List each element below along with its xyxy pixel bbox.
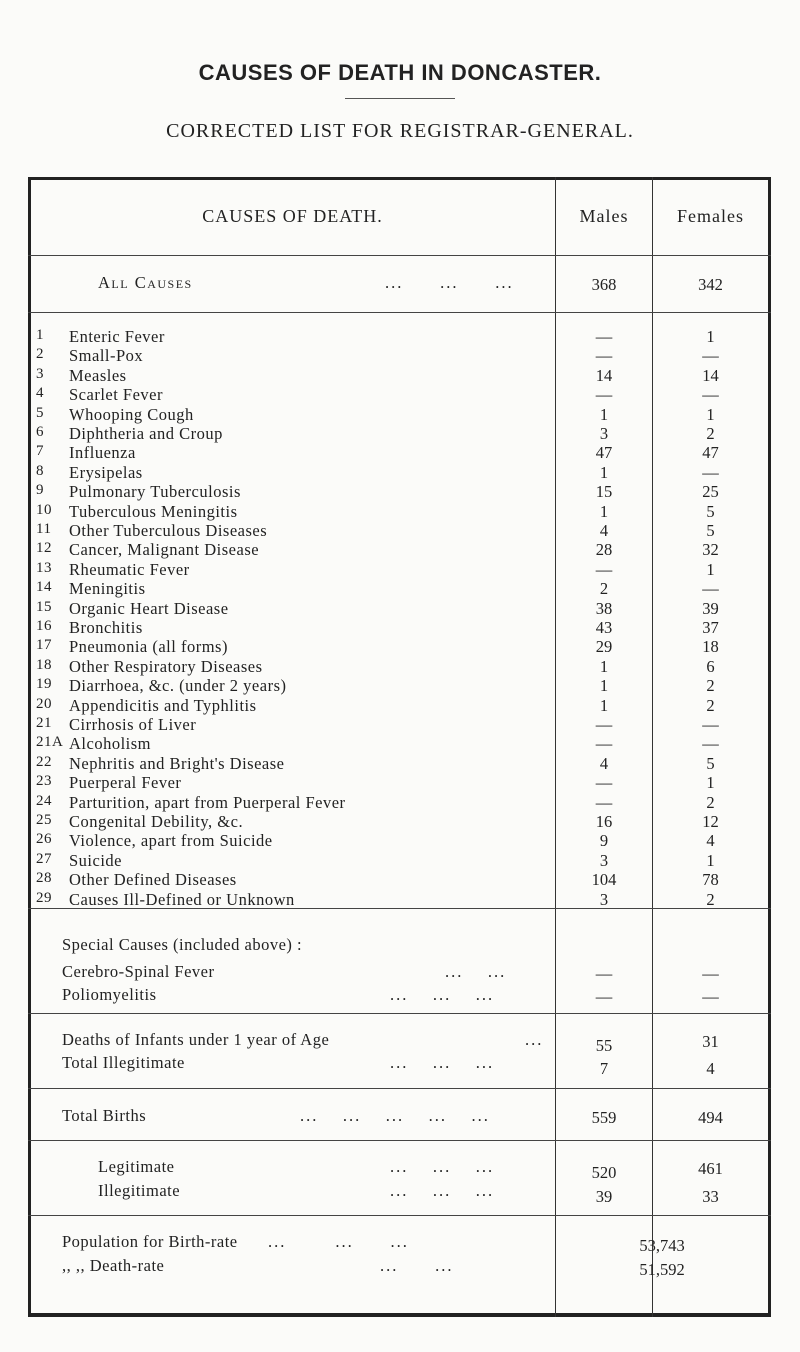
cause-name: Organic Heart Disease <box>69 598 229 618</box>
cause-number: 16 <box>36 618 52 634</box>
cause-number: 13 <box>36 559 52 576</box>
cause-females: 25 <box>702 482 719 502</box>
cause-name: Measles <box>69 365 127 385</box>
special-females: — <box>702 987 719 1006</box>
cause-females: — <box>702 715 719 734</box>
leader-dots: ... ... ... <box>385 273 514 292</box>
cause-males: 14 <box>595 365 613 385</box>
cause-name: Tuberculous Meningitis <box>69 501 238 521</box>
cause-number: 1 <box>36 327 44 343</box>
cause-females: 18 <box>702 637 719 657</box>
special-rule <box>28 1013 771 1014</box>
cause-name: Other Defined Diseases <box>69 870 237 890</box>
cause-males: — <box>595 715 613 734</box>
cause-name: Parturition, apart from Puerperal Fever <box>69 792 346 812</box>
page-title: CAUSES OF DEATH IN DONCASTER. <box>198 60 602 85</box>
legit-rule <box>28 1215 771 1216</box>
cause-name: Enteric Fever <box>69 327 165 346</box>
cause-number: 4 <box>36 385 44 402</box>
special-heading: Special Causes (included above) : <box>62 935 303 954</box>
infants-females: 31 <box>702 1032 719 1051</box>
population-birth-label: Population for Birth-rate <box>62 1232 238 1251</box>
cause-number: 27 <box>36 850 52 867</box>
cause-name: Whooping Cough <box>69 404 194 424</box>
cause-number: 3 <box>36 365 44 382</box>
leader-dots: ... ... <box>445 962 507 981</box>
cause-females: — <box>702 346 719 366</box>
cause-number: 12 <box>36 540 52 557</box>
cause-name: Diarrhoea, &c. (under 2 years) <box>69 676 287 696</box>
cause-name: Bronchitis <box>69 618 143 637</box>
births-rule <box>28 1140 771 1141</box>
cause-males: 16 <box>595 812 613 831</box>
cause-name: Other Tuberculous Diseases <box>69 521 268 540</box>
illegitimate-females: 33 <box>702 1187 719 1206</box>
cause-name: Meningitis <box>69 579 146 599</box>
cause-males: 4 <box>599 753 609 773</box>
cause-males: 3 <box>599 850 609 870</box>
cause-number: 24 <box>36 792 52 809</box>
cause-number: 21A <box>36 734 64 751</box>
cause-females: 39 <box>702 598 719 618</box>
illegitimate-deaths-label: Total Illegitimate <box>62 1053 185 1072</box>
cause-females: 37 <box>702 618 719 637</box>
cause-number: 20 <box>36 695 52 712</box>
cause-males: — <box>595 559 613 579</box>
infants-label: Deaths of Infants under 1 year of Age <box>62 1030 330 1049</box>
cause-name: Congenital Debility, &c. <box>69 812 244 831</box>
infants-males: 55 <box>595 1036 613 1055</box>
cause-number: 14 <box>36 579 52 596</box>
cause-males: 3 <box>599 424 609 443</box>
cause-females: 5 <box>706 753 715 773</box>
cause-number: 2 <box>36 346 44 363</box>
legitimate-label: Legitimate <box>98 1157 175 1176</box>
cause-name: Puerperal Fever <box>69 773 182 793</box>
cause-males: — <box>595 773 613 793</box>
cause-males: 47 <box>595 443 613 463</box>
illegitimate-deaths-females: 4 <box>706 1059 715 1078</box>
population-death-value: 51,592 <box>639 1260 685 1279</box>
cause-name: Alcoholism <box>69 734 151 754</box>
cause-males: 1 <box>599 404 609 424</box>
cause-males: 1 <box>599 462 609 482</box>
cause-females: — <box>702 579 719 599</box>
cause-females: 78 <box>702 870 719 890</box>
cause-number: 11 <box>36 521 52 537</box>
cause-females: 1 <box>706 773 715 793</box>
cause-name: Influenza <box>69 443 136 463</box>
legitimate-females: 461 <box>698 1159 723 1178</box>
cause-females: 14 <box>702 365 719 385</box>
cause-name: Suicide <box>69 850 122 870</box>
cause-males: 29 <box>595 637 613 657</box>
all-causes-males: 368 <box>591 275 617 294</box>
cause-number: 19 <box>36 676 52 693</box>
total-births-label: Total Births <box>62 1106 147 1125</box>
cause-name: Nephritis and Bright's Disease <box>69 753 285 773</box>
population-birth-value: 53,743 <box>639 1236 685 1255</box>
cause-females: 5 <box>706 501 715 521</box>
cause-number: 7 <box>36 443 44 460</box>
special-females: — <box>702 964 719 983</box>
cause-males: 38 <box>595 598 613 618</box>
legitimate-males: 520 <box>591 1163 617 1182</box>
total-births-males: 559 <box>591 1108 617 1127</box>
all-causes-females: 342 <box>698 275 723 294</box>
cause-males: 9 <box>599 831 609 851</box>
special-item-name: Poliomyelitis <box>62 985 157 1004</box>
header-females: Females <box>677 206 744 226</box>
cause-name: Cirrhosis of Liver <box>69 715 197 734</box>
cause-females: 12 <box>702 812 719 831</box>
cause-females: — <box>702 462 719 482</box>
cause-number: 18 <box>36 656 52 673</box>
cause-females: — <box>702 734 719 754</box>
cause-name: Cancer, Malignant Disease <box>69 540 260 560</box>
illegitimate-label: Illegitimate <box>98 1181 181 1200</box>
cause-name: Scarlet Fever <box>69 385 164 405</box>
title-rule <box>345 98 455 99</box>
cause-number: 23 <box>36 773 52 790</box>
cause-number: 9 <box>36 482 44 499</box>
cause-name: Violence, apart from Suicide <box>69 831 273 851</box>
cause-name: Other Respiratory Diseases <box>69 656 263 676</box>
cause-name: Diphtheria and Croup <box>69 424 223 443</box>
leader-dots: ... ... ... ... ... <box>300 1106 490 1125</box>
leader-dots: ... ... ... <box>390 1181 495 1200</box>
cause-number: 10 <box>36 501 52 518</box>
cause-females: 2 <box>706 424 715 443</box>
cause-females: 2 <box>706 792 715 812</box>
leader-dots: ... ... ... <box>268 1232 409 1251</box>
special-males: — <box>595 987 613 1006</box>
header-cause: CAUSES OF DEATH. <box>202 206 383 226</box>
leader-dots: ... ... ... <box>390 1157 495 1176</box>
cause-males: — <box>595 734 613 754</box>
cause-females: 1 <box>706 850 715 870</box>
population-death-label: ,, ,, Death-rate <box>62 1256 165 1275</box>
illegitimate-deaths-males: 7 <box>599 1059 609 1078</box>
cause-males: 1 <box>599 695 609 715</box>
cause-females: 1 <box>706 404 715 424</box>
page-subtitle: CORRECTED LIST FOR REGISTRAR-GENERAL. <box>166 120 634 142</box>
cause-males: 1 <box>599 676 609 696</box>
cause-females: 2 <box>706 695 715 715</box>
cause-females: 4 <box>706 831 715 851</box>
cause-name: Small-Pox <box>69 346 144 366</box>
total-births-females: 494 <box>698 1108 723 1127</box>
cause-number: 21 <box>36 715 52 731</box>
cause-name: Rheumatic Fever <box>69 559 190 579</box>
cause-females: 2 <box>706 676 715 696</box>
cause-males: 3 <box>599 889 609 909</box>
cause-number: 15 <box>36 598 52 615</box>
cause-females: — <box>702 385 719 405</box>
leader-dots: ... <box>525 1030 544 1049</box>
leader-dots: ... ... ... <box>390 1053 495 1072</box>
cause-males: — <box>595 346 613 366</box>
cause-number: 26 <box>36 831 52 848</box>
cause-males: 2 <box>599 579 609 599</box>
cause-number: 28 <box>36 870 52 887</box>
all-causes-rule <box>28 312 771 313</box>
cause-number: 6 <box>36 424 44 440</box>
cause-females: 2 <box>706 889 715 909</box>
cause-name: Erysipelas <box>69 462 143 482</box>
cause-number: 25 <box>36 812 52 828</box>
cause-name: Appendicitis and Typhlitis <box>69 695 257 715</box>
cause-males: — <box>595 385 613 405</box>
cause-females: 5 <box>706 521 715 540</box>
cause-males: 4 <box>599 521 609 540</box>
cause-males: 15 <box>595 482 613 502</box>
cause-males: — <box>595 792 613 812</box>
cause-females: 32 <box>702 540 719 560</box>
infants-rule <box>28 1088 771 1089</box>
cause-name: Causes Ill-Defined or Unknown <box>69 889 295 909</box>
all-causes-label: All Causes <box>98 273 193 292</box>
cause-name: Pulmonary Tuberculosis <box>69 482 241 502</box>
header-rule <box>28 255 771 256</box>
cause-males: 1 <box>599 501 609 521</box>
leader-dots: ... ... ... <box>390 985 495 1004</box>
cause-females: 47 <box>702 443 719 463</box>
cause-males: 43 <box>595 618 613 637</box>
cause-females: 6 <box>706 656 715 676</box>
leader-dots: ... ... <box>380 1256 454 1275</box>
cause-number: 29 <box>36 889 52 906</box>
cause-number: 8 <box>36 462 44 479</box>
cause-females: 1 <box>706 559 715 579</box>
special-males: — <box>595 964 613 983</box>
illegitimate-males: 39 <box>595 1187 613 1206</box>
cause-males: — <box>595 327 613 346</box>
cause-females: 1 <box>706 327 715 346</box>
cause-number: 22 <box>36 753 52 770</box>
special-item-name: Cerebro-Spinal Fever <box>62 962 215 981</box>
cause-number: 5 <box>36 404 44 421</box>
cause-number: 17 <box>36 637 52 654</box>
cause-males: 104 <box>591 870 617 890</box>
header-males: Males <box>579 206 629 226</box>
cause-name: Pneumonia (all forms) <box>69 637 228 657</box>
cause-males: 1 <box>599 656 609 676</box>
cause-males: 28 <box>595 540 613 560</box>
